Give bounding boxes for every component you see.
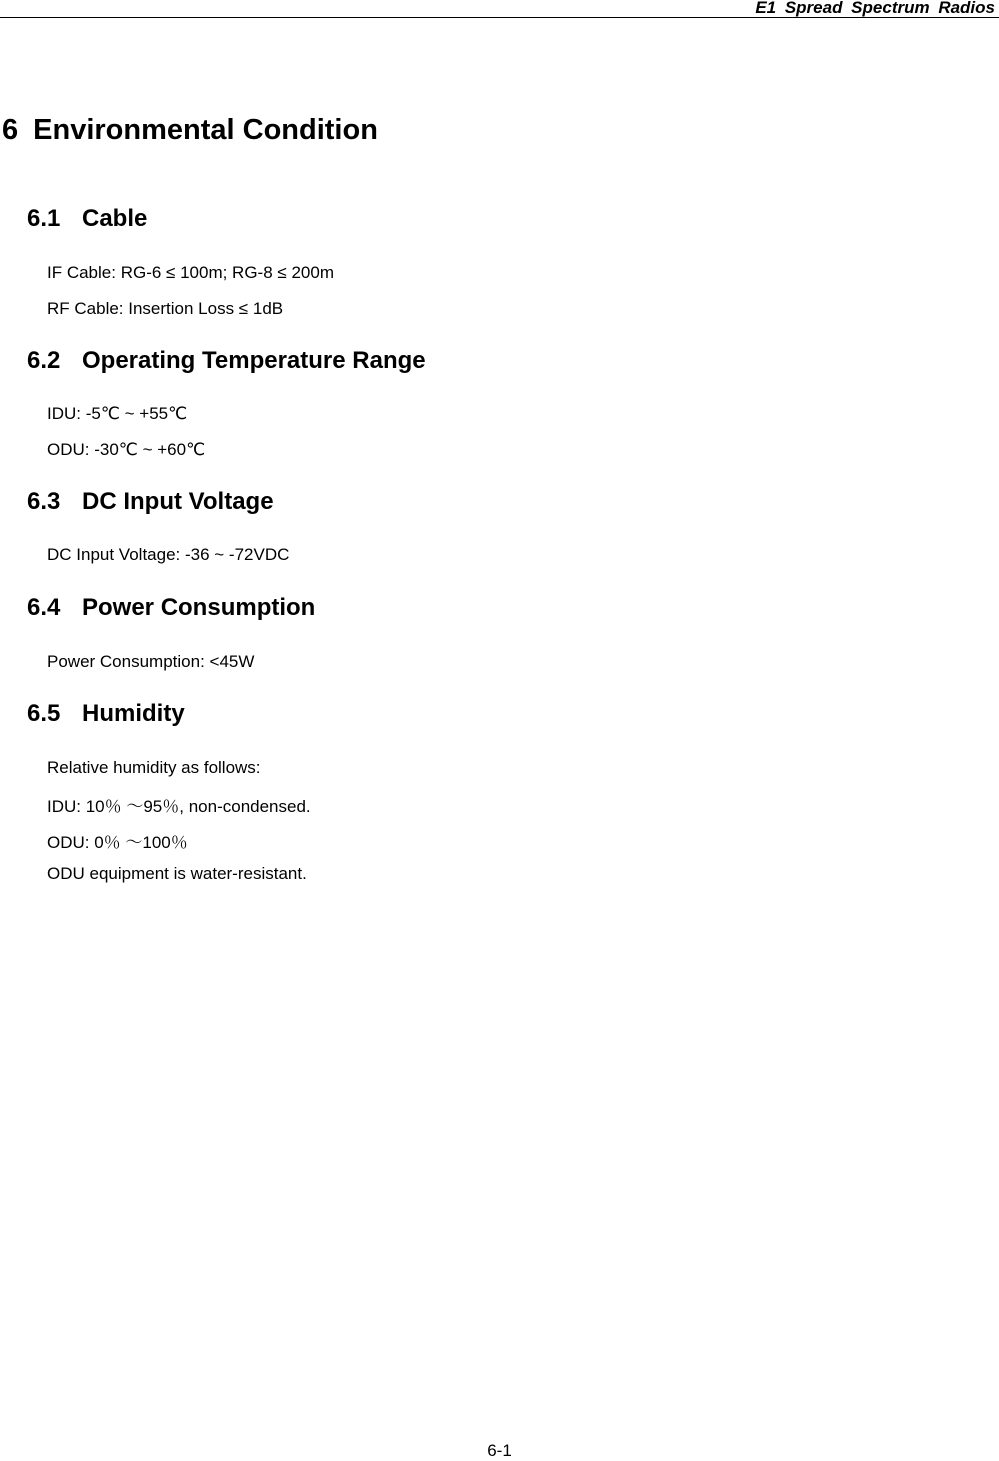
chapter-title: [2, 114, 378, 147]
dc-input-line: DC Input Voltage: -36 ~ -72VDC: [47, 545, 290, 564]
section-title-text: Cable: [82, 205, 148, 232]
header-title: E1 Spread Spectrum Radios: [755, 0, 995, 17]
section-number: 6.5: [27, 700, 61, 727]
humidity-odu-line: ODU: 0％ ～100％: [47, 833, 188, 852]
humidity-idu-line: IDU: 10％ ～95％, non-condensed.: [47, 797, 311, 816]
humidity-water-resistant-line: ODU equipment is water-resistant.: [47, 864, 307, 883]
section-number: 6.3: [27, 488, 61, 515]
section-heading-humidity: [27, 700, 185, 728]
section-number: 6.1: [27, 205, 61, 232]
temperature-idu-line: IDU: -5℃ ~ +55℃: [47, 404, 188, 423]
section-heading-cable: [27, 205, 147, 233]
section-number: 6.2: [27, 347, 61, 374]
section-heading-dc-input: [27, 488, 274, 516]
cable-rf-line: RF Cable: Insertion Loss ≤ 1dB: [47, 299, 284, 318]
humidity-intro-line: Relative humidity as follows:: [47, 758, 261, 777]
section-title-text: DC Input Voltage: [82, 488, 274, 515]
section-heading-power: [27, 594, 315, 622]
page-number: 6-1: [487, 1441, 512, 1460]
section-title-text: Power Consumption: [82, 594, 316, 621]
power-consumption-line: Power Consumption: <45W: [47, 652, 255, 671]
section-heading-temperature: [27, 347, 426, 375]
cable-if-line: IF Cable: RG-6 ≤ 100m; RG-8 ≤ 200m: [47, 263, 334, 282]
chapter-number: 6: [2, 114, 19, 146]
section-title-text: Humidity: [82, 700, 185, 727]
page-header: [0, 0, 999, 20]
section-number: 6.4: [27, 594, 61, 621]
section-title-text: Operating Temperature Range: [82, 347, 426, 374]
header-rule: [0, 17, 999, 18]
temperature-odu-line: ODU: -30℃ ~ +60℃: [47, 440, 206, 459]
chapter-title-text: Environmental Condition: [33, 114, 378, 146]
